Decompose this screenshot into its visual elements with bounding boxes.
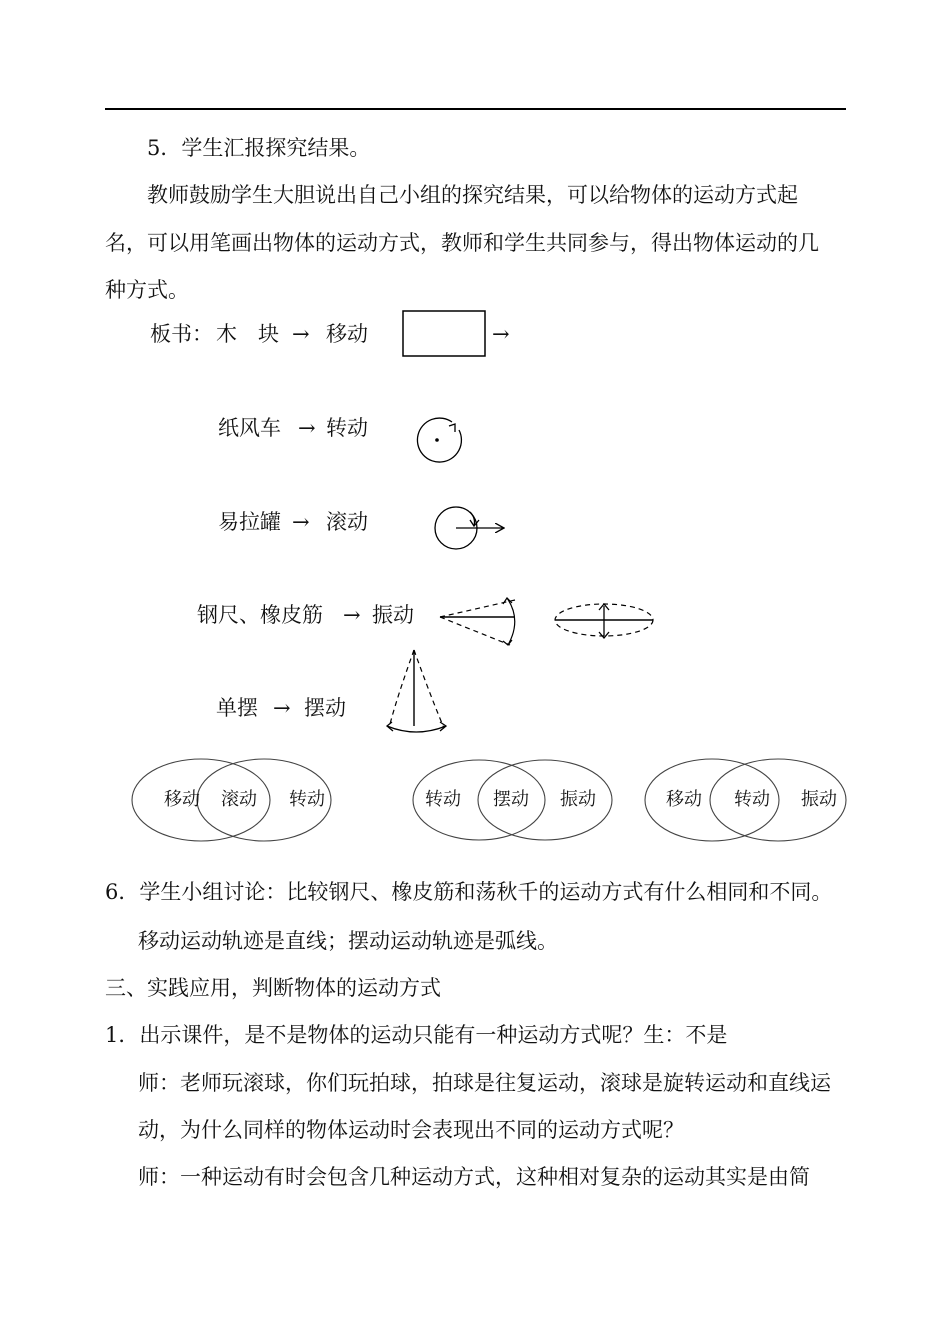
section-3-heading: 三、实践应用，判断物体的运动方式 [105,976,441,1000]
venn-3-left: 移动 [666,789,702,810]
section-6-line: 6．学生小组讨论：比较钢尺、橡皮筋和荡秋千的运动方式有什么相同和不同。 [105,880,833,904]
board-object-wood: 木 块 [216,322,279,346]
teacher-line: 师：老师玩滚球，你们玩拍球，拍球是往复运动，滚球是旋转运动和直线运 [138,1071,831,1095]
item-1-line: 1．出示课件，是不是物体的运动只能有一种运动方式呢？生：不是 [105,1023,728,1047]
board-object-can: 易拉罐 [218,510,281,534]
paragraph-line: 名，可以用笔画出物体的运动方式，教师和学生共同参与，得出物体运动的几 [105,231,819,255]
vibration-fan-icon [440,598,515,645]
box-arrow-icon: → [492,322,510,346]
board-motion-swing: 摆动 [304,696,346,720]
venn-2-middle: 摆动 [493,789,529,810]
arrow-icon: → [292,510,310,534]
venn-1-right: 转动 [289,789,325,810]
section-6-line: 移动运动轨迹是直线；摆动运动轨迹是弧线。 [138,929,558,953]
board-object-ruler: 钢尺、橡皮筋 [197,603,323,627]
rolling-icon [435,507,503,549]
pendulum-icon [387,650,446,732]
venn-2-left: 转动 [425,789,461,810]
venn-3-middle: 转动 [734,789,770,810]
board-motion-move: 移动 [326,322,368,346]
board-motion-roll: 滚动 [326,510,368,534]
arrow-icon: → [343,603,361,627]
board-motion-rotate: 转动 [326,416,368,440]
board-label: 板书： [150,322,213,346]
teacher-line: 动，为什么同样的物体运动时会表现出不同的运动方式呢？ [138,1118,684,1142]
board-motion-vibrate: 振动 [372,603,414,627]
arrow-icon: → [273,696,291,720]
teacher-line: 师：一种运动有时会包含几种运动方式，这种相对复杂的运动其实是由简 [138,1165,810,1189]
board-object-pinwheel: 纸风车 [218,416,281,440]
arrow-icon: → [298,416,316,440]
wood-block-icon [403,311,485,356]
paragraph-line: 种方式。 [105,278,189,302]
venn-2-right: 振动 [560,789,596,810]
rotation-icon [417,418,461,462]
venn-3-right: 振动 [801,789,837,810]
board-object-pendulum: 单摆 [216,696,258,720]
arrow-icon: → [292,322,310,346]
section-5-heading: 5．学生汇报探究结果。 [147,136,371,160]
vibration-band-icon [555,604,653,638]
venn-1-left: 移动 [164,789,200,810]
venn-1-middle: 滚动 [221,789,257,810]
paragraph-line: 教师鼓励学生大胆说出自己小组的探究结果，可以给物体的运动方式起 [147,183,798,207]
